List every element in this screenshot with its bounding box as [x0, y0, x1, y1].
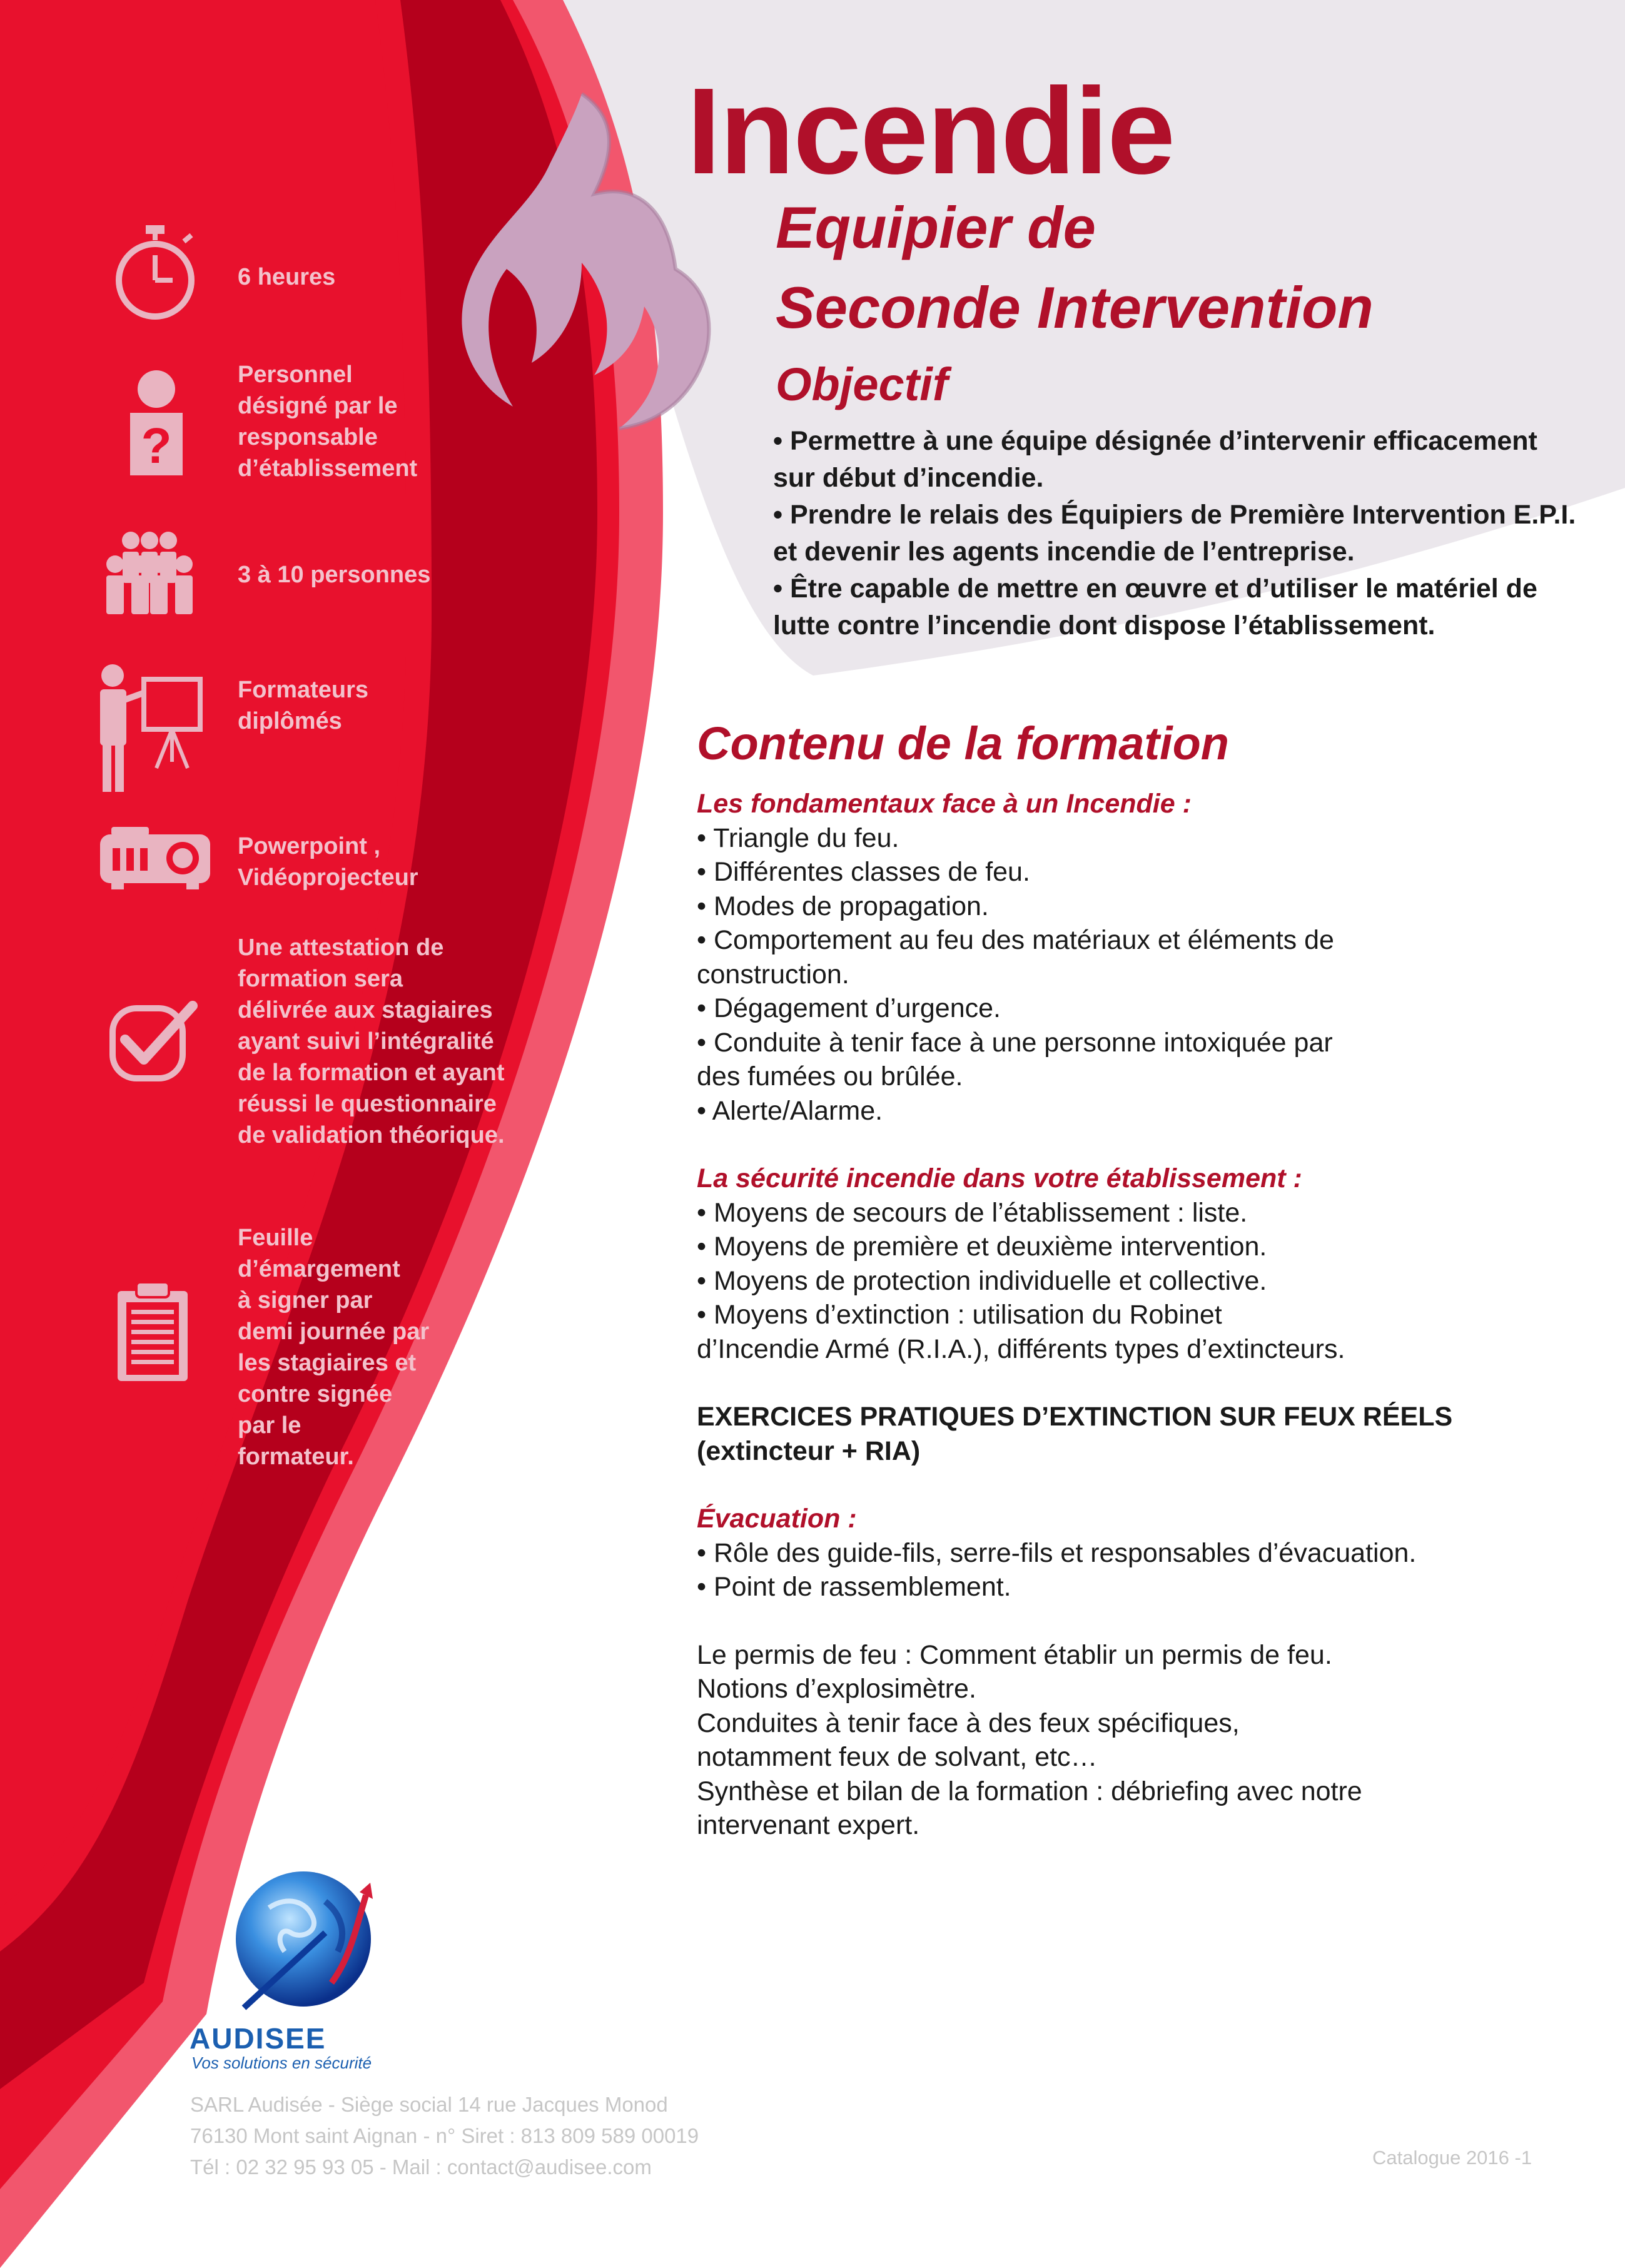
sidebar-line: 3 à 10 personnes: [238, 562, 431, 588]
content-line: Conduites à tenir face à des feux spécifiques,: [697, 1708, 1240, 1738]
objectif-line: • Prendre le relais des Équipiers de Première Intervention E.P.I.: [773, 500, 1576, 530]
objectif-list: [773, 423, 1586, 644]
section-title: Évacuation :: [697, 1504, 857, 1534]
content-line: Le permis de feu : Comment établir un permis de feu.: [697, 1639, 1332, 1670]
content-line: d’Incendie Armé (R.I.A.), différents types d’extincteurs.: [697, 1334, 1345, 1364]
globe-logo-icon: [231, 1858, 388, 2020]
content-line: • Rôle des guide-fils, serre-fils et responsables d’évacuation.: [697, 1537, 1417, 1568]
content-line: • Différentes classes de feu.: [697, 857, 1030, 887]
objectif-line: • Permettre à une équipe désignée d’intervenir efficacement: [773, 426, 1537, 456]
objectif-line: sur début d’incendie.: [773, 463, 1044, 493]
content-line: • Comportement au feu des matériaux et éléments de: [697, 925, 1334, 955]
footer-address: [190, 2089, 699, 2183]
content-line: • Moyens de secours de l’établissement : liste.: [697, 1197, 1248, 1228]
sidebar-line: Une attestation de: [238, 934, 444, 961]
sidebar-line: Vidéoprojecteur: [238, 864, 418, 891]
objectif-heading: Objectif: [776, 358, 948, 410]
sidebar-line: les stagiaires et: [238, 1350, 417, 1376]
subtitle-line: Equipier de: [776, 195, 1096, 260]
sidebar-item-group-size: [238, 559, 430, 590]
stopwatch-icon: [111, 223, 199, 323]
sidebar-item-attestation: [238, 932, 505, 1151]
sidebar-line: désigné par le: [238, 393, 398, 419]
content-line: intervenant expert.: [697, 1810, 920, 1840]
sidebar-line: d’émargement: [238, 1256, 400, 1282]
sidebar-item-trainers: [238, 674, 368, 737]
sidebar-item-duration: [238, 261, 335, 293]
spacer: [697, 1468, 1572, 1502]
sidebar-line: ayant suivi l’intégralité: [238, 1028, 494, 1055]
catalogue-label: Catalogue 2016 -1: [1372, 2147, 1532, 2169]
group-icon: [103, 528, 196, 615]
content-line: • Dégagement d’urgence.: [697, 993, 1001, 1023]
sidebar-item-equipment: [238, 831, 418, 893]
content-line: des fumées ou brûlée.: [697, 1061, 963, 1091]
sidebar-line: formation sera: [238, 966, 403, 992]
projector-icon: [99, 827, 211, 889]
section-title: Les fondamentaux face à un Incendie :: [697, 789, 1192, 819]
content-line: • Alerte/Alarme.: [697, 1095, 883, 1126]
sidebar-line: Formateurs: [238, 677, 369, 703]
trainer-board-icon: [94, 662, 206, 793]
sidebar-line: de la formation et ayant: [238, 1060, 505, 1086]
sidebar-line: d’établissement: [238, 455, 418, 482]
content-line: Synthèse et bilan de la formation : débriefing avec notre: [697, 1776, 1362, 1806]
content-line: • Point de rassemblement.: [697, 1572, 1011, 1602]
page-title: Incendie: [687, 63, 1175, 200]
sidebar-line: responsable: [238, 424, 378, 450]
page-subtitle: [776, 188, 1374, 348]
subtitle-line: Seconde Intervention: [776, 275, 1374, 340]
flame-icon: [457, 81, 719, 432]
sidebar-line: de validation théorique.: [238, 1122, 505, 1148]
sidebar-line: formateur.: [238, 1444, 354, 1470]
content-line: • Modes de propagation.: [697, 891, 989, 921]
sidebar-line: Feuille: [238, 1225, 313, 1251]
exercices-line: (extincteur + RIA): [697, 1435, 921, 1466]
content-line: • Conduite à tenir face à une personne intoxiquée par: [697, 1027, 1333, 1058]
sidebar-item-personnel: [238, 359, 417, 484]
content-line: • Moyens de première et deuxième intervention.: [697, 1232, 1267, 1262]
clipboard-icon: [115, 1282, 190, 1382]
checkmark-icon: [106, 995, 200, 1088]
sidebar-line: par le: [238, 1412, 301, 1439]
objectif-line: • Être capable de mettre en œuvre et d’utiliser le matériel de: [773, 574, 1537, 604]
exercices-line: EXERCICES PRATIQUES D’EXTINCTION SUR FEUX RÉELS: [697, 1402, 1453, 1432]
sidebar-line: demi journée par: [238, 1319, 430, 1345]
person-question-icon: [125, 369, 188, 478]
brand-name: AUDISEE: [190, 2022, 327, 2055]
footer-line: Tél : 02 32 95 93 05 - Mail : contact@audisee.com: [190, 2155, 652, 2179]
section-title: La sécurité incendie dans votre établissement :: [697, 1163, 1302, 1193]
sidebar-line: Personnel: [238, 362, 353, 388]
sidebar-line: délivrée aux stagiaires: [238, 997, 493, 1023]
footer-line: 76130 Mont saint Aignan - n° Siret : 813 809 589 00019: [190, 2124, 699, 2147]
sidebar-item-attendance: [238, 1222, 429, 1472]
sidebar-line: Powerpoint ,: [238, 833, 380, 859]
footer-line: SARL Audisée - Siège social 14 rue Jacques Monod: [190, 2093, 668, 2116]
sidebar-line: à signer par: [238, 1287, 373, 1314]
sidebar-line: 6 heures: [238, 264, 336, 290]
spacer: [697, 1366, 1572, 1400]
content-line: notamment feux de solvant, etc…: [697, 1742, 1098, 1772]
objectif-line: et devenir les agents incendie de l’entreprise.: [773, 537, 1355, 567]
sidebar-line: réussi le questionnaire: [238, 1091, 497, 1117]
content-line: construction.: [697, 959, 849, 990]
content-line: • Moyens d’extinction : utilisation du Robinet: [697, 1300, 1222, 1330]
content-line: • Triangle du feu.: [697, 823, 899, 853]
content-line: • Moyens de protection individuelle et collective.: [697, 1265, 1267, 1296]
spacer: [697, 1604, 1572, 1638]
sidebar-line: diplômés: [238, 708, 342, 734]
contenu-heading: Contenu de la formation: [697, 717, 1229, 769]
svg-text:?: ?: [141, 418, 172, 473]
brand-tagline: Vos solutions en sécurité: [191, 2053, 372, 2072]
objectif-line: lutte contre l’incendie dont dispose l’établissement.: [773, 610, 1435, 640]
content-line: Notions d’explosimètre.: [697, 1674, 976, 1704]
contenu-body: [697, 787, 1572, 1843]
spacer: [697, 1128, 1572, 1162]
sidebar-line: contre signée: [238, 1381, 393, 1407]
